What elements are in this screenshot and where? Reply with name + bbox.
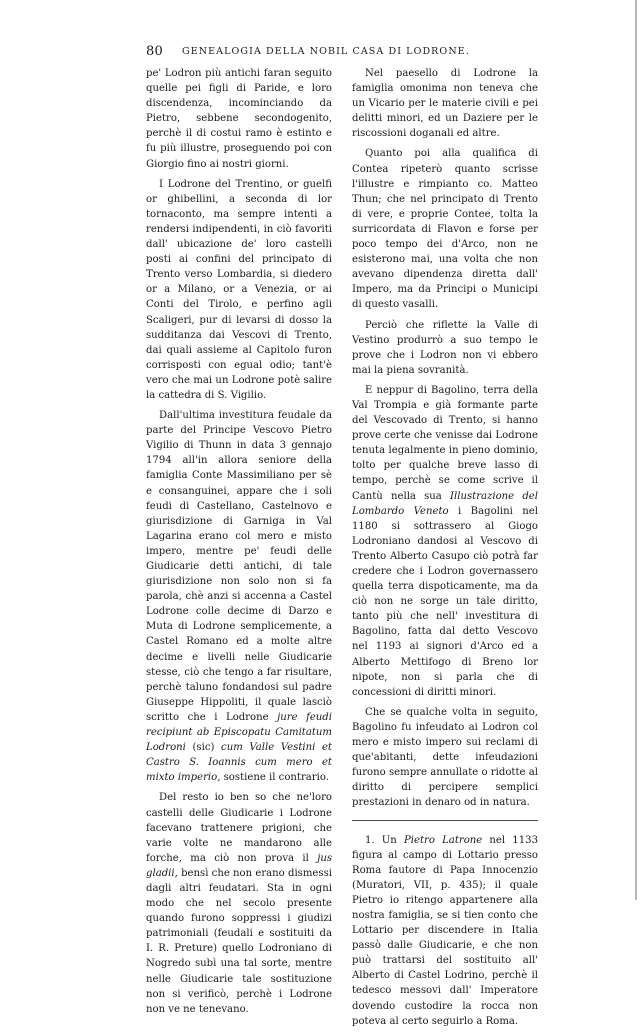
paragraph: Quanto poi alla qualifica di Contea ripeterò quanto scrisse l'illustre e rimpianto co. Matteo Thun; che nel principato di Trento di vere, e proprie Contee, tolta la surricordata di Flavon e forse per poco tempo dei d'Arco, non ne esisterono mai, una volta che non avevano dipendenza diretta dall' Impero, ma da Principi o Municipi di questo vasalli. — [352, 148, 538, 311]
latin-quote: cum Valle Vestini et Castro S. Ioannis cum mero et mixto imperio, — [146, 742, 332, 784]
right-column — [352, 66, 538, 1034]
text-run: bensì che non erano dismessi dagli altri feudatari. Sta in ogni modo che nel secolo presente quando furono soppressi i giudizi patrimoniali (feudali e sostituiti da I. R. Preture) quello Lodroniano di Nogredo subì una tal sorte, mentre nelle Giudicarie tale sostituzione non si verificò, perchè i Lodrone non ve ne tenevano. — [146, 867, 332, 1015]
page-number: 80 — [146, 44, 163, 59]
text-run: (sic) — [185, 742, 222, 754]
paragraph: I Lodrone del Trentino, or guelfi or ghibellini, a seconda di lor tornaconto, ma sempre intenti a rendersi indipendenti, in ciò favoriti dall' ubicazione de' loro castelli posti ai confini del principato di Trento verso Lombardia, si diedero or a Milano, or a Venezia, or ai Conti del Tirolo, e perfino agli Scaligeri, pur di levarsi di dosso la sudditanza dai Vescovi di Trento, dai quali assieme al Capitolo furon corrisposti con egual odio; tant'è vero che mai un Lodrone potè salire la cattedra di S. Vigilio. — [146, 178, 332, 401]
paragraph — [352, 383, 538, 700]
paragraph — [146, 790, 332, 1016]
latin-term: jus gladii, — [146, 852, 332, 879]
person-name: Pietro Latrone — [403, 834, 483, 846]
text-run: Del resto io ben so che ne'loro castelli delle Giudicarie i Lodrone facevano trattenere prigioni, che varie volte ne mandarono alle forche, ma ciò non prova il — [146, 792, 332, 864]
text-run: E neppur di Bagolino, terra della Val Trompia e già formante parte del Vescovado di Trento, si hanno prove certe che venisse dai Lodrone tenuta legalmente in pieno dominio, tolto per qualche breve lasso di tempo, perchè se come scrive il Cantù nella sua — [352, 384, 538, 502]
left-column — [146, 66, 332, 1022]
paragraph: Perciò che riflette la Valle di Vestino produrrò a suo tempo le prove che i Lodron non vi ebbero mai la piena sovranità. — [352, 319, 538, 376]
footnote — [352, 833, 538, 1029]
paragraph — [146, 408, 332, 785]
text-run: nel 1133 figura al campo di Lottario presso Roma fautore di Papa Innocenzio (Muratori, VII, p. 435); il quale Pietro io ritengo appartenere alla nostra famiglia, se si tien conto che Lottario per discendere in Italia passò dalle Giudicarie, e che non può trattarsi del sostituito all' Alberto di Castel Lodrino, perchè il tedesco messovi dall' Imperatore dovendo custodire la rocca non poteva al certo seguirlo a Roma. — [352, 834, 538, 1027]
latin-quote: jure feudi recipiunt ab Episcopatu Camitatum Lodroni — [146, 711, 332, 754]
running-title: GENEALOGIA DELLA NOBIL CASA DI LODRONE. — [182, 46, 470, 57]
footnote-separator — [352, 820, 538, 821]
page-edge — [635, 0, 637, 900]
text-run: 1. Un — [365, 834, 404, 846]
text-run: i Bagolini nel 1180 si sottrassero al Giogo Lodroniano dandosi al Vescovo di Trento Alberto Casupo ciò potrà far credere che i Lodron governassero quella terra dispoticamente, ma da ciò non ne sorge un tale diritto, tanto più che nell' investitura di Bagolino, fatta dal detto Vescovo nel 1193 ai signori d'Arco ed a Alberto Mettifogo di Breno lor nipote, non si parla che di concessioni di diritti minori. — [352, 505, 538, 698]
book-title: Illustrazione del Lombardo Veneto — [352, 490, 538, 517]
text-run: Dall'ultima investitura feudale da parte del Principe Vescovo Pietro Vigilio di Thunn in data 3 gennajo 1794 all'in allora seniore della famiglia Conte Massimiliano per sè e consanguinei, appare che i soli feudi di Castellano, Castelnovo e giurisdizione di Garniga in Val Lagarina erano col mero e misto impero, mentre pe' feudi delle Giudicarie detti antichi, di tale giurisdizione non solo non si fa parola, chè anzi si accenna a Castel Lodrone colle decime di Darzo e Muta di Lodrone semplicemente, a Castel Romano ed a molte altre decime e livelli nelle Giudicarie stesse, ciò che tengo a far risultare, perchè taluno fondandosi sul padre Giuseppe Hippoliti, il quale lasciò scritto che i Lodrone — [146, 410, 332, 723]
page-header — [146, 44, 536, 62]
paragraph: pe' Lodron più antichi faran seguito quelle pei figli di Paride, e loro discendenza, incominciando da Pietro, sebbene secondogenito, perchè il di costui ramo è estinto e fu più illustre, proseguendo poi con Giorgio fino ai nostri giorni. — [146, 68, 332, 170]
paragraph: Che se qualche volta in seguito, Bagolino fu infeudato ai Lodron col mero e misto impero sui reclami di que'abitanti, dette infeudazioni furono sempre annullate o ridotte al diritto di percipere semplici prestazioni in denaro od in natura. — [352, 706, 538, 809]
paragraph: Nel paesello di Lodrone la famiglia omonima non teneva che un Vicario per le materie civili e pei delitti minori, ed un Daziere per le riscossioni doganali ed altre. — [352, 68, 538, 140]
text-run: sostiene il contrario. — [220, 772, 329, 784]
